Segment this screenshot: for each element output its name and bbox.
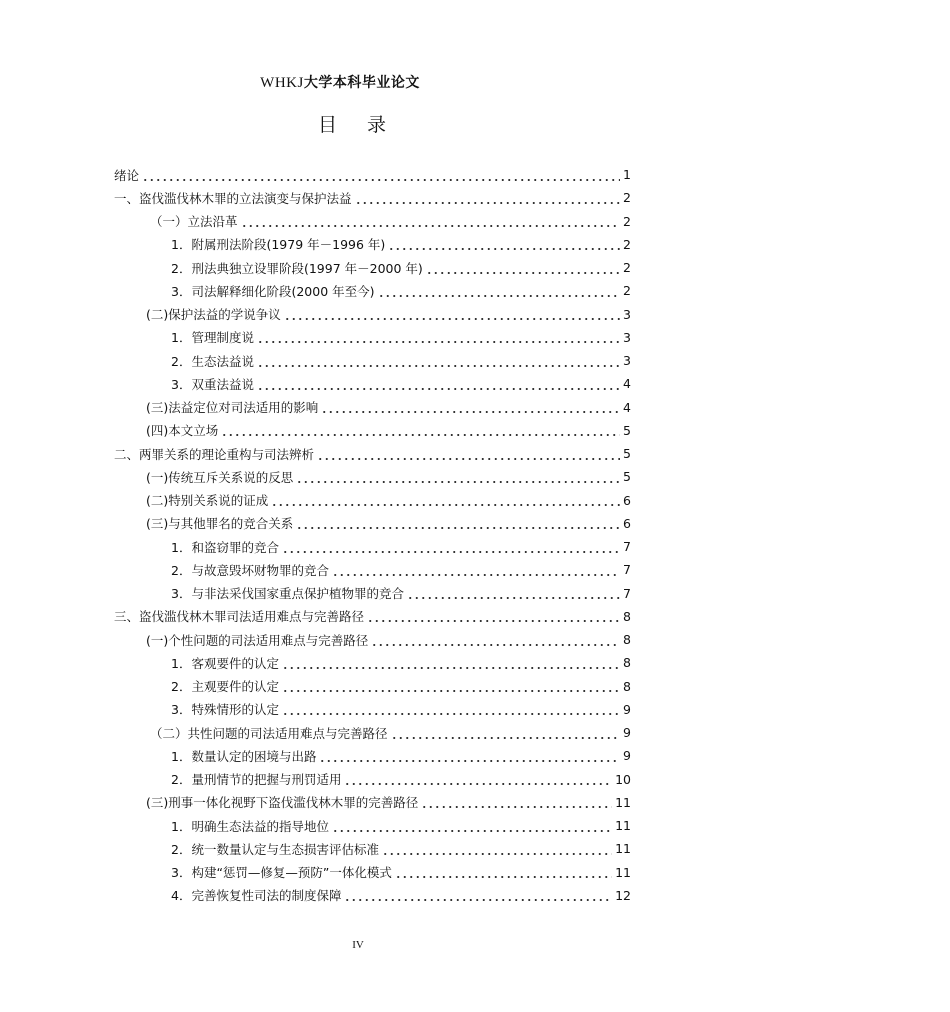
toc-entry-page: 5: [623, 422, 631, 438]
toc-entry-page: 9: [623, 725, 631, 741]
toc-entry[interactable]: [114, 210, 631, 233]
dot-leader: [319, 749, 620, 763]
toc-entry-label: 一、盗伐滥伐林木罪的立法演变与保护法益: [114, 190, 352, 206]
toc-entry-label: 2．主观要件的认定: [171, 679, 279, 695]
dot-leader: [407, 586, 620, 600]
toc-entry-page: 5: [623, 469, 631, 485]
dot-leader: [282, 702, 620, 716]
dot-leader: [378, 284, 621, 298]
dot-leader: [421, 795, 612, 809]
toc-entry-page: 8: [623, 678, 631, 694]
toc-entry[interactable]: [114, 396, 631, 419]
dot-leader: [332, 563, 620, 577]
dot-leader: [317, 447, 620, 461]
dot-leader: [367, 609, 620, 623]
toc-entry-label: 3．与非法采伐国家重点保护植物罪的竞合: [171, 586, 404, 602]
toc-entry[interactable]: [114, 256, 631, 279]
toc-entry[interactable]: [114, 489, 631, 512]
toc-entry[interactable]: [114, 465, 631, 488]
toc-entry-page: 2: [623, 236, 631, 252]
toc-entry-label: 2．与故意毁坏财物罪的竞合: [171, 562, 329, 578]
dot-leader: [388, 237, 620, 251]
toc-entry-page: 4: [623, 376, 631, 392]
toc-entry[interactable]: [114, 651, 631, 674]
toc-entry[interactable]: [114, 349, 631, 372]
toc-entry-page: 6: [623, 492, 631, 508]
toc-entry-label: 3．特殊情形的认定: [171, 702, 279, 718]
header-latin: WHKJ: [260, 75, 304, 91]
toc-entry-label: (三)刑事一体化视野下盗伐滥伐林木罪的完善路径: [146, 795, 419, 811]
dot-leader: [282, 540, 620, 554]
toc-entry-page: 1: [623, 167, 631, 183]
toc-entry-label: 2．量刑情节的把握与刑罚适用: [171, 772, 342, 788]
dot-leader: [282, 679, 620, 693]
toc-entry-label: 3．双重法益说: [171, 376, 254, 392]
dot-leader: [221, 423, 620, 437]
toc-entry[interactable]: [114, 233, 631, 256]
toc-entry-label: 3．构建“惩罚—修复—预防”一体化模式: [171, 865, 392, 881]
document-header: [0, 72, 680, 92]
toc-entry-page: 3: [623, 329, 631, 345]
toc-entry-label: 三、盗伐滥伐林木罪司法适用难点与完善路径: [114, 609, 365, 625]
dot-leader: [426, 261, 620, 275]
dot-leader: [241, 214, 620, 228]
dot-leader: [296, 470, 620, 484]
toc-entry[interactable]: [114, 512, 631, 535]
toc-entry-label: 1．管理制度说: [171, 330, 254, 346]
toc-entry-label: 2．刑法典独立设罪阶段(1997 年－2000 年): [171, 260, 423, 276]
toc-entry-label: 二、两罪关系的理论重构与司法辨析: [114, 446, 315, 462]
header-text: 大学本科毕业论文: [303, 75, 420, 91]
toc-entry-label: 1．明确生态法益的指导地位: [171, 818, 329, 834]
toc-entry[interactable]: [114, 884, 631, 907]
toc-entry-page: 11: [615, 794, 631, 810]
toc-entry[interactable]: [114, 814, 631, 837]
toc-entry-page: 10: [615, 771, 631, 787]
toc-entry-page: 7: [623, 562, 631, 578]
toc-entry-page: 5: [623, 446, 631, 462]
toc-entry-page: 3: [623, 306, 631, 322]
toc-entry-page: 9: [623, 701, 631, 717]
toc-entry-page: 11: [615, 818, 631, 834]
toc-entry[interactable]: [114, 279, 631, 302]
toc-entry-label: 绪论: [114, 167, 140, 183]
toc-entry[interactable]: [114, 837, 631, 860]
toc-entry-page: 11: [615, 841, 631, 857]
dot-leader: [332, 819, 612, 833]
toc-entry-page: 2: [623, 190, 631, 206]
dot-leader: [355, 191, 620, 205]
toc-entry-label: （一）立法沿革: [150, 214, 238, 230]
toc-entry-page: 8: [623, 632, 631, 648]
toc-entry-page: 11: [615, 864, 631, 880]
toc-entry-label: (三)法益定位对司法适用的影响: [146, 400, 319, 416]
dot-leader: [344, 888, 612, 902]
toc-entry[interactable]: [114, 861, 631, 884]
toc-entry[interactable]: [114, 791, 631, 814]
toc-entry[interactable]: [114, 163, 631, 186]
toc-entry[interactable]: [114, 582, 631, 605]
toc-entry-page: 7: [623, 585, 631, 601]
toc-entry[interactable]: [114, 326, 631, 349]
dot-leader: [284, 307, 620, 321]
dot-leader: [142, 168, 620, 182]
toc-entry[interactable]: [114, 675, 631, 698]
dot-leader: [371, 633, 620, 647]
toc-entry-page: 6: [623, 515, 631, 531]
dot-leader: [282, 656, 620, 670]
toc-entry[interactable]: [114, 419, 631, 442]
dot-leader: [395, 865, 612, 879]
toc-entry-label: (二)保护法益的学说争议: [146, 307, 281, 323]
toc-entry-label: (二)特别关系说的证成: [146, 493, 269, 509]
toc-entry[interactable]: [114, 744, 631, 767]
dot-leader: [271, 493, 620, 507]
toc-entry-label: (四)本文立场: [146, 423, 219, 439]
dot-leader: [391, 726, 620, 740]
toc-entry-page: 8: [623, 608, 631, 624]
toc-entry-label: 2．生态法益说: [171, 353, 254, 369]
dot-leader: [257, 354, 620, 368]
toc-entry-label: 1．附属刑法阶段(1979 年－1996 年): [171, 237, 386, 253]
toc-entry-label: 1．和盗窃罪的竞合: [171, 539, 279, 555]
toc-entry-label: (一)个性问题的司法适用难点与完善路径: [146, 632, 369, 648]
page-number: IV: [352, 939, 364, 951]
toc-entry-label: 2．统一数量认定与生态损害评估标准: [171, 841, 379, 857]
toc-entry-page: 2: [623, 283, 631, 299]
toc-entry-page: 4: [623, 399, 631, 415]
toc-entry-label: 4．完善恢复性司法的制度保障: [171, 888, 342, 904]
toc-entry-label: 3．司法解释细化阶段(2000 年至今): [171, 283, 375, 299]
dot-leader: [321, 400, 620, 414]
dot-leader: [344, 772, 612, 786]
dot-leader: [382, 842, 612, 856]
toc-entry-label: (三)与其他罪名的竞合关系: [146, 516, 294, 532]
toc-entry-page: 12: [615, 887, 631, 903]
page-title: 目 录: [317, 114, 399, 136]
toc-entry-label: 1．客观要件的认定: [171, 655, 279, 671]
toc-entry-page: 7: [623, 539, 631, 555]
toc-entry-page: 2: [623, 260, 631, 276]
toc-entry[interactable]: [114, 628, 631, 651]
table-of-contents: [114, 163, 631, 907]
toc-entry[interactable]: [114, 768, 631, 791]
dot-leader: [257, 330, 620, 344]
dot-leader: [257, 377, 620, 391]
dot-leader: [296, 516, 620, 530]
toc-entry-label: 1．数量认定的困境与出路: [171, 748, 317, 764]
toc-entry-page: 9: [623, 748, 631, 764]
toc-entry[interactable]: [114, 605, 631, 628]
toc-entry-label: （二）共性问题的司法适用难点与完善路径: [150, 725, 388, 741]
toc-entry[interactable]: [114, 442, 631, 465]
toc-entry[interactable]: [114, 303, 631, 326]
toc-entry-page: 3: [623, 353, 631, 369]
toc-entry-page: 2: [623, 213, 631, 229]
toc-entry[interactable]: [114, 186, 631, 209]
toc-entry[interactable]: [114, 535, 631, 558]
toc-entry[interactable]: [114, 372, 631, 395]
toc-entry[interactable]: [114, 698, 631, 721]
toc-entry-page: 8: [623, 655, 631, 671]
toc-entry[interactable]: [114, 721, 631, 744]
toc-entry-label: (一)传统互斥关系说的反思: [146, 469, 294, 485]
toc-entry[interactable]: [114, 558, 631, 581]
